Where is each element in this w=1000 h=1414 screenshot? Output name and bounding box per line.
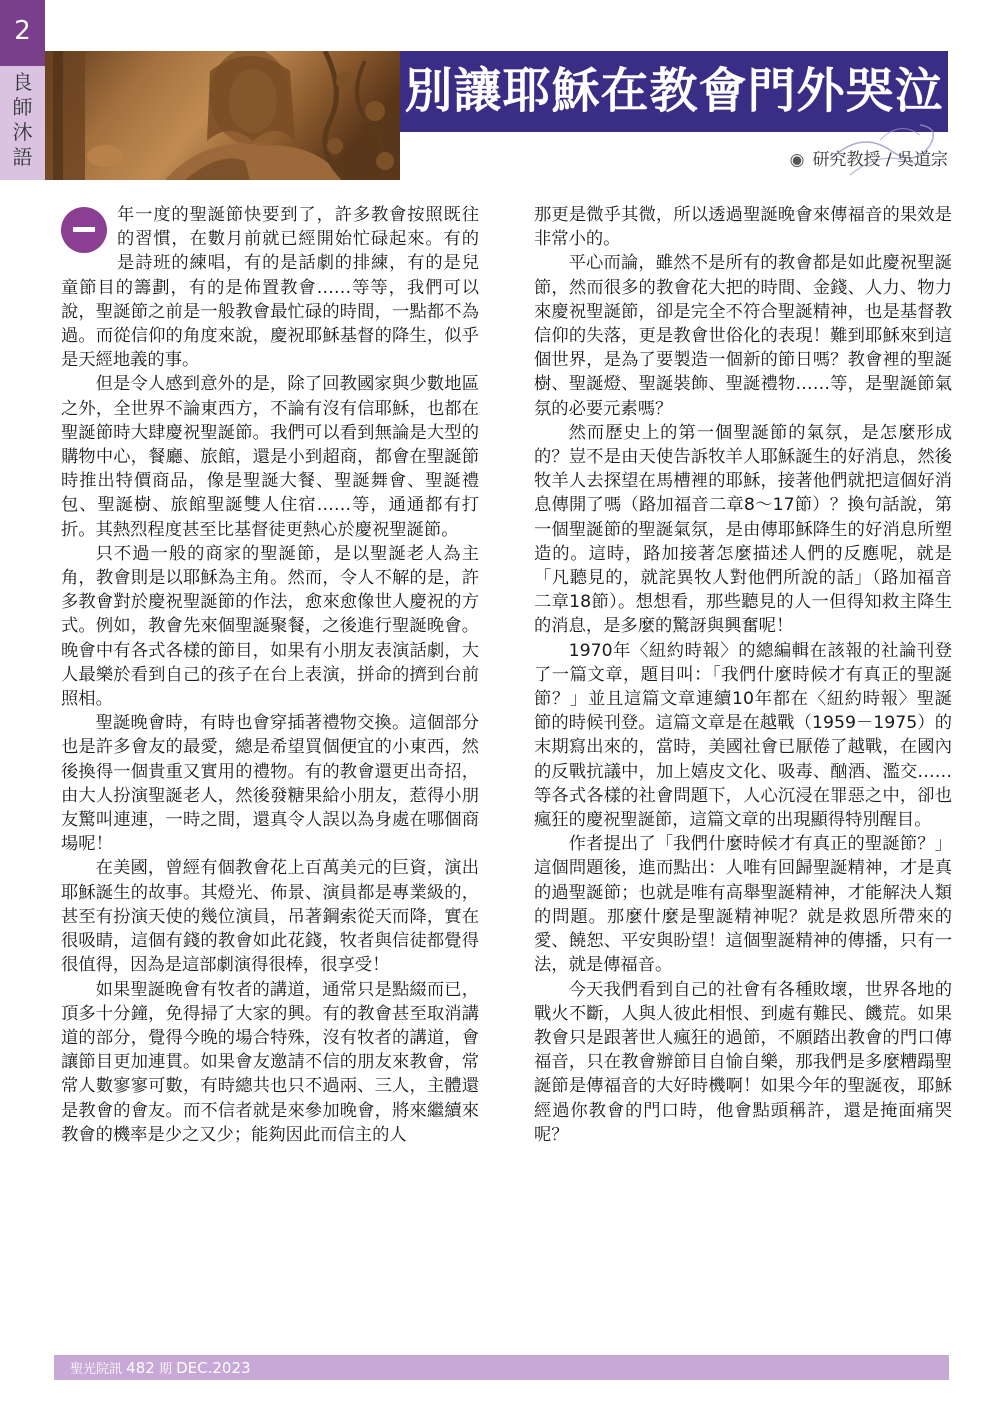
- paragraph: 作者提出了「我們什麼時候才有真正的聖誕節？」這個問題後，進而點出：人唯有回歸聖誕精神，才是真的過聖誕節；也就是唯有高舉聖誕精神，才能解決人類的問題。那麼什麼是聖誕精神呢？就是救恩所帶來的愛、饒恕、平安與盼望！這個聖誕精神的傳播，只有一法，就是傳福音。: [534, 834, 952, 976]
- right-column: [534, 203, 952, 1147]
- paragraph: 然而歷史上的第一個聖誕節的氣氛，是怎麼形成的？豈不是由天使告訴牧羊人耶穌誕生的好消息，然後牧羊人去探望在馬槽裡的耶穌，接著他們就把這個好消息傳開了嗎（路加福音二章8～17節）？換句話說，第一個聖誕節的聖誕氣氛，是由傳耶穌降生的好消息所塑造的。這時，路加接著怎麼描述人們的反應呢，就是「凡聽見的，就詫異牧人對他們所說的話」（路加福音二章18節）。想想看，那些聽見的人一但得知救主降生的消息，是多麼的驚訝與興奮呢！: [534, 422, 952, 637]
- paragraph: 如果聖誕晚會有牧者的講道，通常只是點綴而已，頂多十分鐘，免得掃了大家的興。有的教會甚至取消講道的部分，覺得今晚的場合特殊，沒有牧者的講道，會讓節目更加連貫。如果會友邀請不信的朋友來教會，常常人數寥寥可數，有時總共也只不過兩、三人，主體還是教會的會友。而不信者就是來參加晚會，將來繼續來教會的機率是少之又少；能夠因此而信主的人: [61, 979, 479, 1145]
- section-tab-char: 沐: [12, 120, 33, 144]
- paragraph: 今天我們看到自己的社會有各種敗壞，世界各地的戰火不斷，人與人彼此相恨、到處有難民、饑荒。如果教會只是跟著世人瘋狂的過節，不願踏出教會的門口傳福音，只在教會辦節目自愉自樂，那我們是多麼糟蹋聖誕節是傳福音的大好時機啊！如果今年的聖誕夜，耶穌經過你教會的門口時，他會點頭稱許，還是掩面痛哭呢？: [534, 979, 952, 1145]
- bullet-icon: ◉: [789, 150, 805, 170]
- chinese-numeral-one-dropcap-icon: [61, 207, 107, 253]
- section-tab-label: [0, 70, 45, 170]
- wood-carving-jesus-knocking-image: [45, 51, 400, 180]
- section-tab-char: 語: [12, 145, 33, 169]
- left-column: [61, 203, 479, 1147]
- paragraph: 聖誕晚會時，有時也會穿插著禮物交換。這個部分也是許多會友的最愛，總是希望買個便宜的小東西，然後換得一個貴重又實用的禮物。有的教會還更出奇招，由大人扮演聖誕老人，然後發糖果給小朋友，惹得小朋友驚叫連連，一時之間，還真令人誤以為身處在哪個商場呢！: [61, 713, 479, 855]
- issue-label: 期: [158, 1362, 172, 1377]
- section-tab-char: 師: [12, 95, 33, 119]
- issue-number: 482: [126, 1359, 155, 1377]
- paragraph: 只不過一般的商家的聖誕節，是以聖誕老人為主角，教會則是以耶穌為主角。然而，令人不解的是，許多教會對於慶祝聖誕節的作法，愈來愈像世人慶祝的方式。例如，教會先來個聖誕聚餐，之後進行聖誕晚會。晚會中有各式各樣的節目，如果有小朋友表演話劇，大人最樂於看到自己的孩子在台上表演，拼命的擠到台前照相。: [61, 543, 479, 710]
- paragraph: 那更是微乎其微，所以透過聖誕晚會來傳福音的果效是非常小的。: [534, 205, 952, 250]
- article-title: 別讓耶穌在教會門外哭泣: [404, 63, 944, 119]
- paragraph: 1970年〈紐約時報〉的總編輯在該報的社論刊登了一篇文章，題目叫：「我們什麼時候才有真正的聖誕節？」並且這篇文章連續10年都在〈紐約時報〉聖誕節的時候刊登。這篇文章是在越戰（1959－1975）的末期寫出來的，當時，美國社會已厭倦了越戰，在國內的反戰抗議中，加上嬉皮文化、吸毒、酗酒、濫交……等各式各樣的社會問題下，人心沉浸在罪惡之中，卻也瘋狂的慶祝聖誕節，這篇文章的出現顯得特別醒目。: [534, 640, 952, 831]
- author: 研究教授 / 吳道宗: [812, 150, 948, 170]
- wood-carving-illustration: [45, 51, 400, 180]
- publication-name: 聖光院訊: [70, 1362, 123, 1377]
- paragraph: 平心而論，雖然不是所有的教會都是如此慶祝聖誕節，然而很多的教會花大把的時間、金錢、人力、物力來慶祝聖誕節，卻是完全不符合聖誕精神，也是基督教信仰的失落，更是教會世俗化的表現！難到耶穌來到這個世界，是為了要製造一個新的節日嗎？教會裡的聖誕樹、聖誕燈、聖誕裝飾、聖誕禮物……等，是聖誕節氣氛的必要元素嗎？: [534, 253, 952, 419]
- paragraph: 但是令人感到意外的是，除了回教國家與少數地區之外，全世界不論東西方，不論有沒有信耶穌，也都在聖誕節時大肆慶祝聖誕節。我們可以看到無論是大型的購物中心，餐廳、旅館，還是小到超商，都會在聖誕節時推出特價商品，像是聖誕大餐、聖誕舞會、聖誕禮包、聖誕樹、旅館聖誕雙人住宿……等，通通都有打折。其熱烈程度甚至比基督徒更熱心於慶祝聖誕節。: [61, 374, 479, 540]
- page-number: 2: [14, 16, 31, 46]
- section-tab-text: [0, 70, 45, 170]
- paragraph: 在美國，曾經有個教會花上百萬美元的巨資，演出耶穌誕生的故事。其燈光、佈景、演員都是專業級的，甚至有扮演天使的幾位演員，吊著鋼索從天而降，實在很吸睛，這個有錢的教會如此花錢，牧者與信徒都覺得很值得，因為是這部劇演得很棒，很享受！: [61, 858, 479, 976]
- issue-date: DEC.2023: [176, 1359, 251, 1377]
- footer-text: [70, 1358, 251, 1380]
- section-tab-char: 良: [12, 70, 33, 94]
- byline: [790, 145, 948, 170]
- paragraph: 年一度的聖誕節快要到了，許多教會按照既往的習慣，在數月前就已經開始忙碌起來。有的是詩班的練唱，有的是話劇的排練，有的是兒童節目的籌劃，有的是佈置教會……等等，我們可以說，聖誕節之前是一般教會最忙碌的時間，一點都不為過。而從信仰的角度來說，慶祝耶穌基督的降生，似乎是天經地義的事。: [61, 205, 479, 371]
